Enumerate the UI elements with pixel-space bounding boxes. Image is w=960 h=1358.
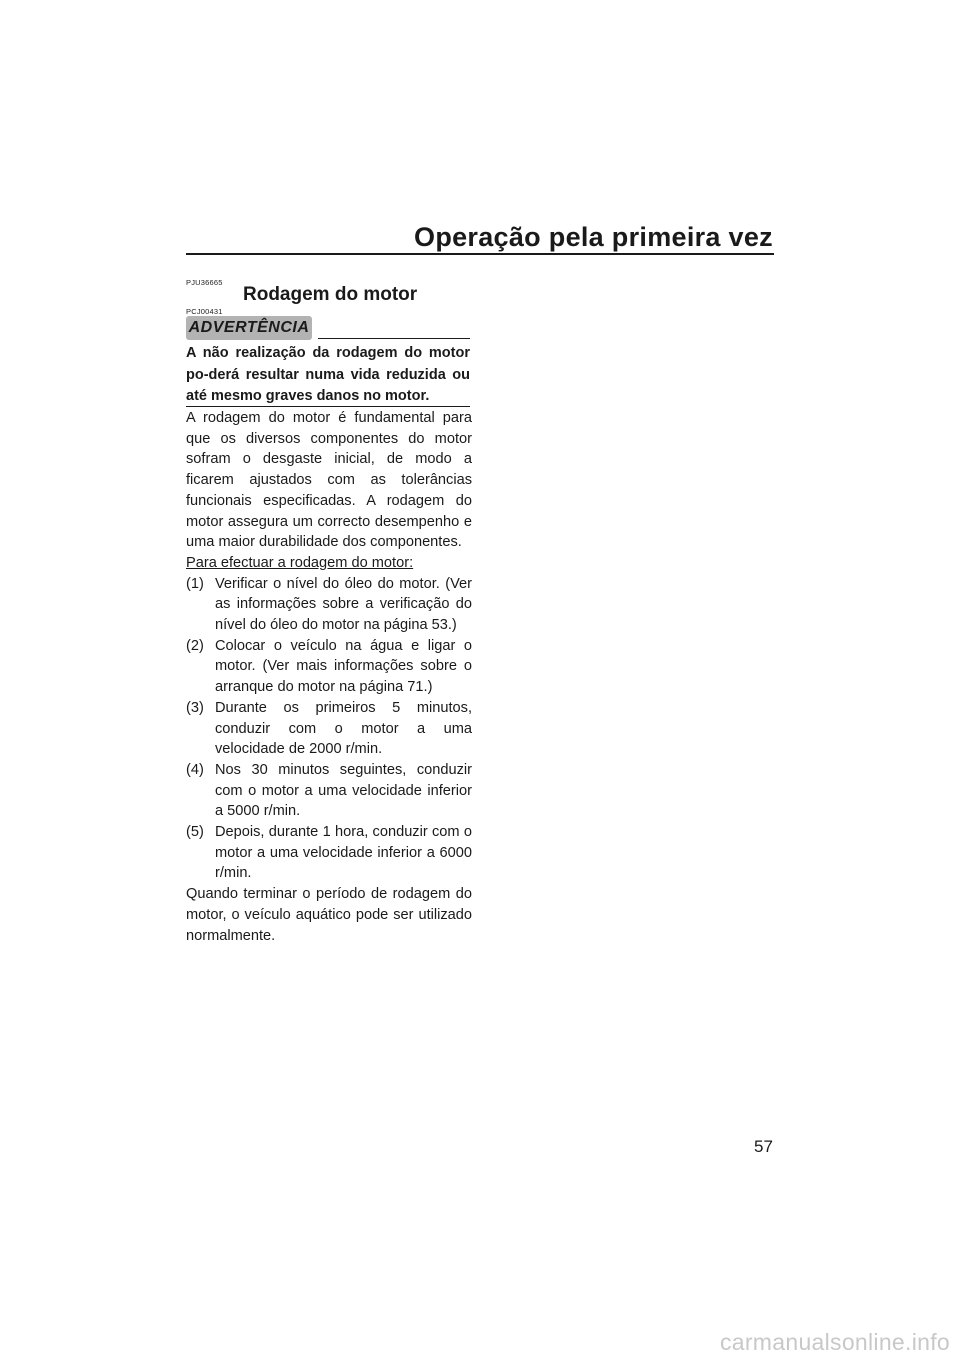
closing-paragraph: Quando terminar o período de rodagem do motor, o veículo aquático pode ser utilizado normalmente. — [186, 886, 472, 944]
body-text — [186, 408, 472, 946]
list-item — [186, 698, 472, 760]
step-text: Depois, durante 1 hora, conduzir com o motor a uma velocidade inferior a 6000 r/min. — [215, 824, 472, 882]
step-number: (5) — [186, 824, 204, 841]
page-number: 57 — [754, 1137, 773, 1156]
warning-bottom-rule — [186, 406, 470, 407]
warning-code: PCJ00431 — [186, 307, 223, 316]
list-item — [186, 822, 472, 884]
list-item — [186, 636, 472, 698]
step-text: Verificar o nível do óleo do motor. (Ver as informações sobre a verificação do nível do óleo do motor na página 53.) — [215, 575, 472, 634]
list-item — [186, 760, 472, 822]
header-rule — [186, 253, 774, 255]
step-text: Nos 30 minutos seguintes, conduzir com o motor a uma velocidade inferior a 5000 r/min. — [215, 761, 472, 820]
warning-text: A não realização da rodagem do motor po-derá resultar numa vida reduzida ou até mesmo graves danos no motor. — [186, 345, 470, 404]
step-number: (4) — [186, 761, 204, 778]
procedure-heading: Para efectuar a rodagem do motor: — [186, 554, 414, 571]
page-header-title: Operação pela primeira vez — [414, 222, 773, 252]
section-code: PJU36665 — [186, 278, 223, 287]
warning-top-rule — [318, 338, 470, 339]
step-text: Durante os primeiros 5 minutos, conduzir com o motor a uma velocidade de 2000 r/min. — [215, 699, 472, 758]
step-number: (3) — [186, 699, 204, 716]
list-item — [186, 574, 472, 636]
watermark: carmanualsonline.info — [719, 1329, 950, 1355]
step-text: Colocar o veículo na água e ligar o motor. (Ver mais informações sobre o arranque do motor na página 71.) — [215, 637, 472, 696]
steps-list — [186, 574, 472, 885]
step-number: (1) — [186, 575, 204, 592]
section-title: Rodagem do motor — [243, 284, 418, 305]
intro-paragraph: A rodagem do motor é fundamental para que os diversos componentes do motor sofram o desgaste inicial, de modo a ficarem ajustados com as tolerâncias funcionais especificadas. A rodagem do motor assegura um correcto desempenho e uma maior durabilidade dos componentes. — [186, 410, 472, 551]
warning-badge: ADVERTÊNCIA — [186, 316, 312, 340]
step-number: (2) — [186, 637, 204, 654]
